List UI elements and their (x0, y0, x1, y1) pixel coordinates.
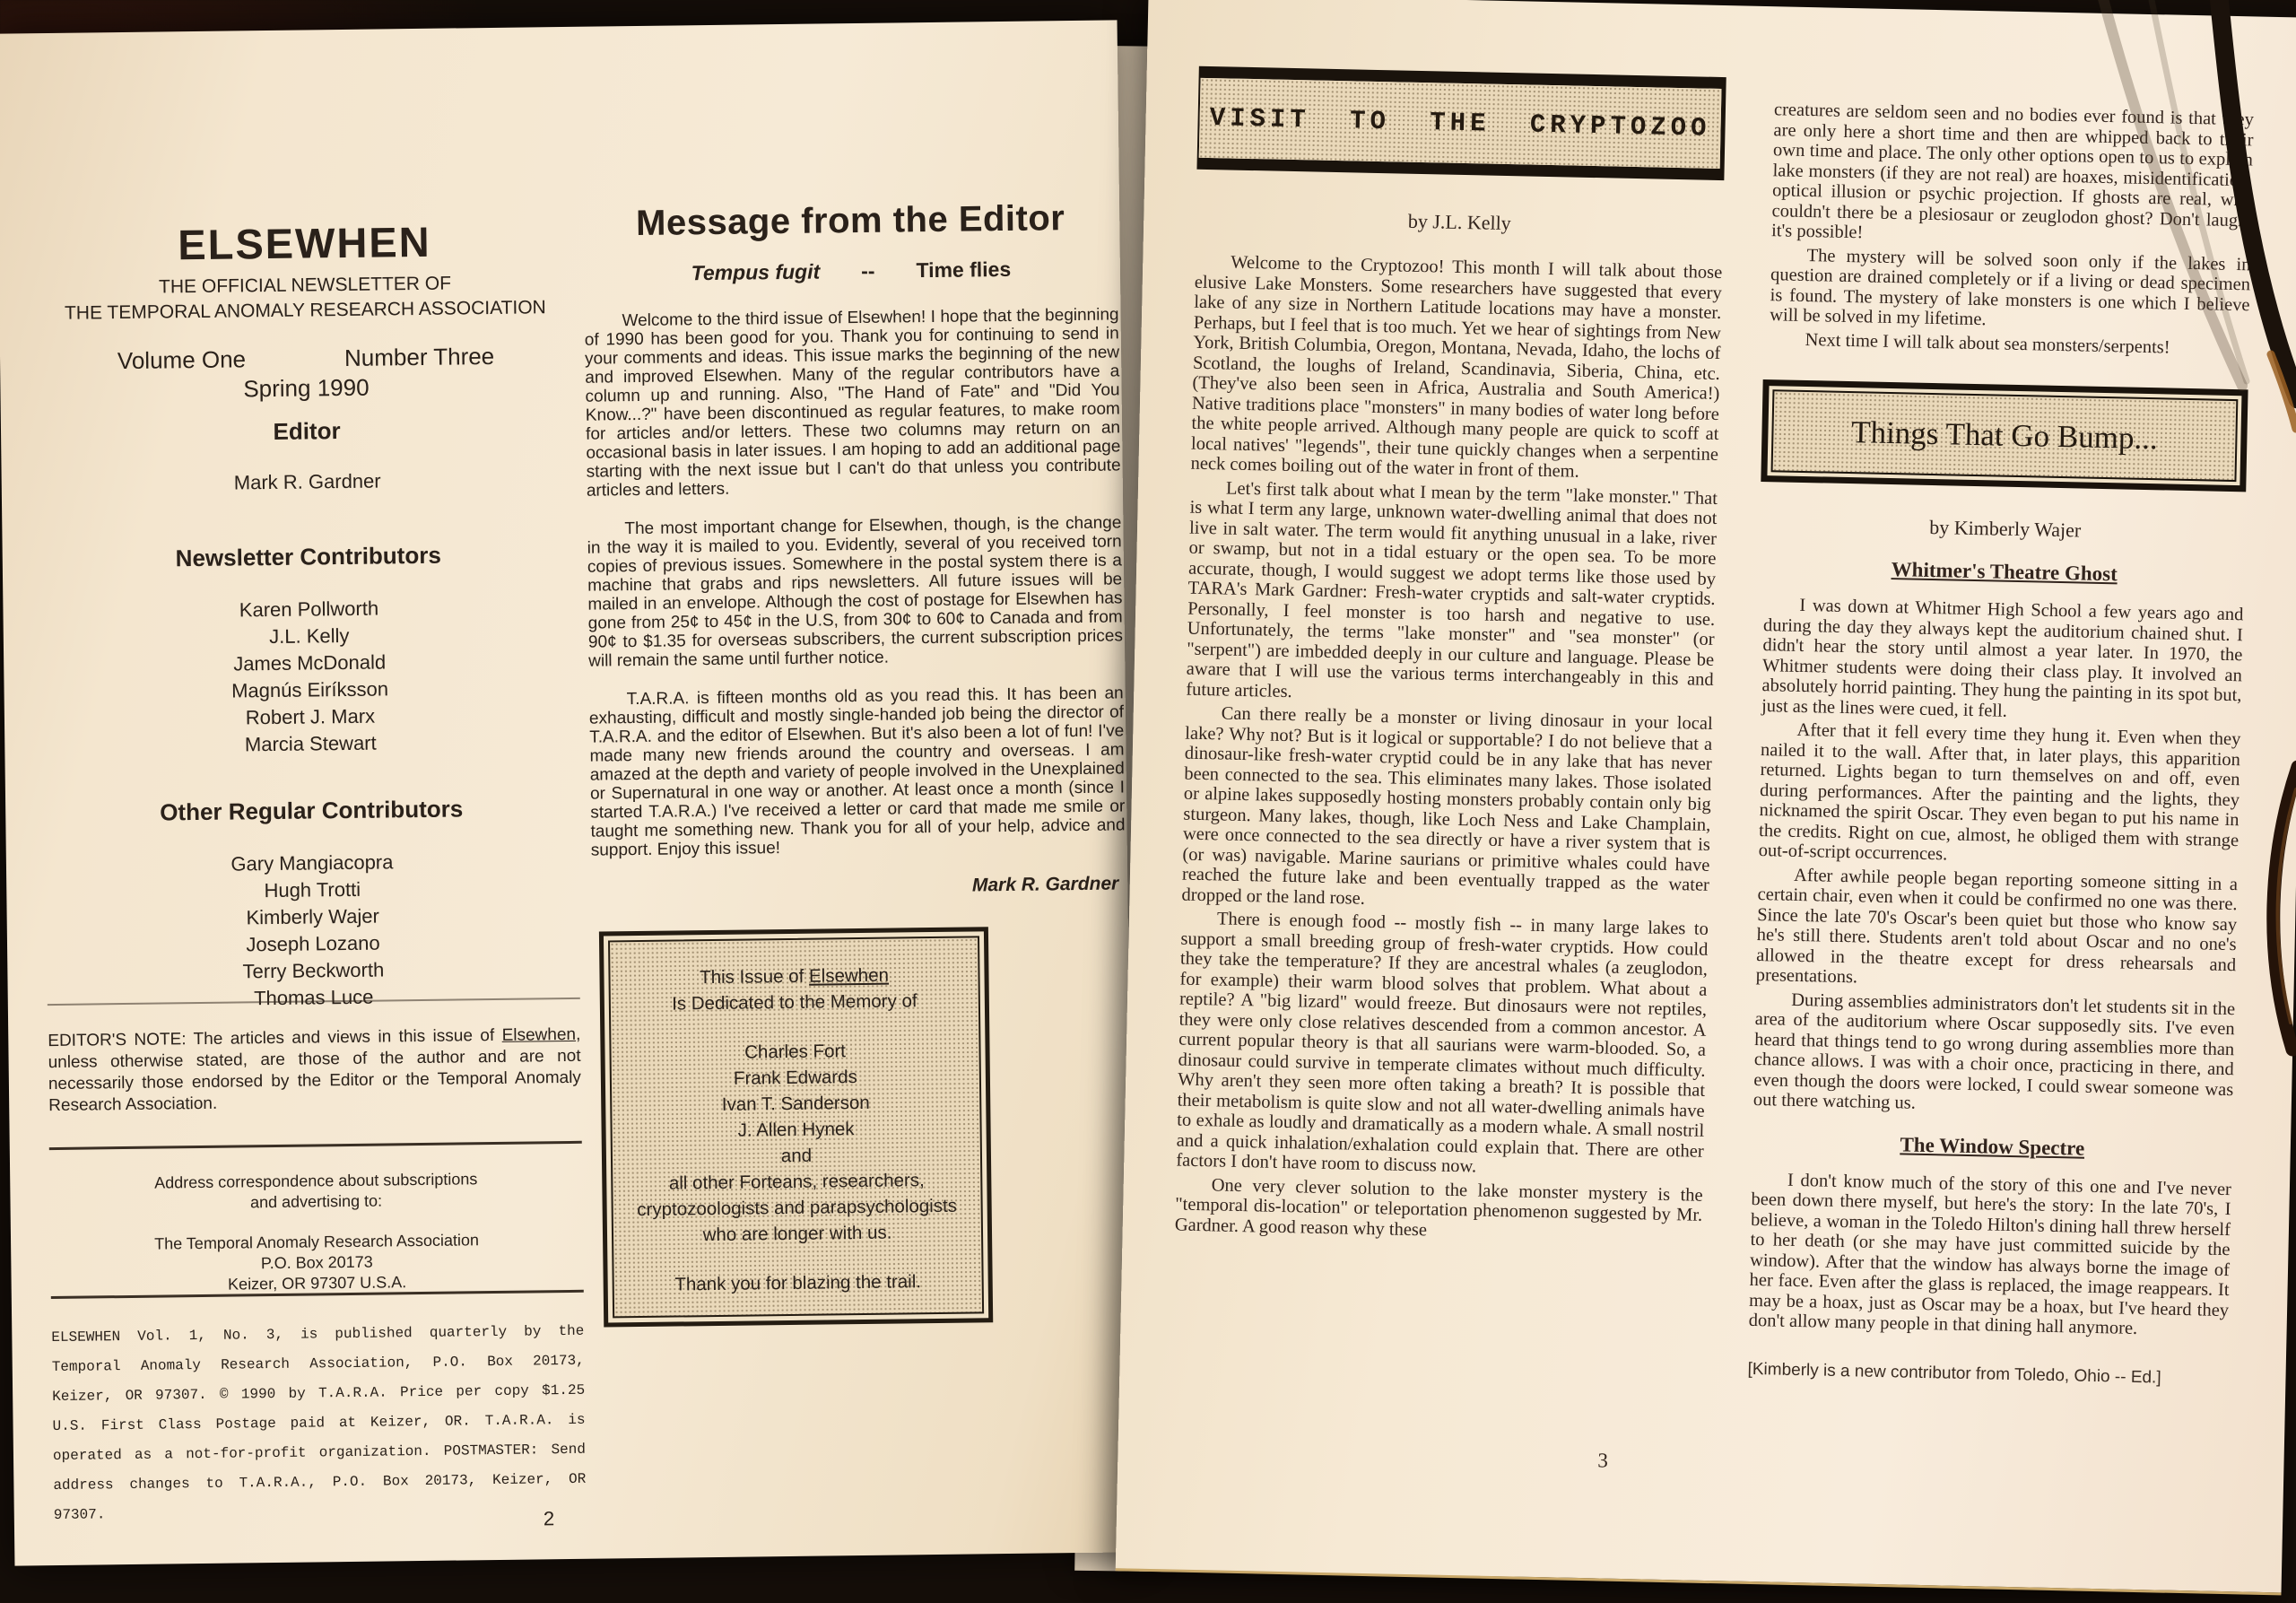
divider-rule (49, 1141, 582, 1150)
cryptozoo-banner (1196, 66, 1726, 180)
article-paragraph: Can there really be a monster or living dinosaur in your local lake? Why not? But is it logical or supportable? I do not believe that a dinosaur-like fresh-water cryptid could be in any lake that has never been connected to the sea. This eliminates many lakes. Those isolated or alpine lakes supposedly hosting monsters probably contain only big sturgeon. Many lakes, though, like Loch Ness and Lake Champlain, were once connected to the sea directly or have a river system that is (or was) navigable. Marine saurians or primitive whales could have reached the future lake and been eventually trapped as the water dropped or the land rose. (1181, 703, 1713, 909)
contributor-name: Thomas Luce (253, 985, 374, 1010)
volume-number-line (39, 342, 572, 376)
contributors-heading: Newsletter Contributors (175, 541, 442, 572)
article-paragraph: creatures are seldom seen and no bodies ever found is that they are only here a short time and then are whipped back to their own time and place. The only other options open to us to explain lake monsters (if they are not real) are hoaxes, misidentification, optical illusion or psychic projection. If ghosts are real, why couldn't there be a plesiosaur or zeuglodon ghost? Don't laugh, it's possible! (1770, 100, 2255, 243)
other-contributors-heading: Other Regular Contributors (160, 795, 464, 826)
bump-banner-text: Things That Go Bump... (1771, 389, 2239, 482)
editors-note-title-word: Elsewhen (501, 1024, 577, 1045)
window-spectre-heading: The Window Spectre (1900, 1132, 2085, 1160)
newsletter-subtitle (39, 270, 572, 327)
article-paragraph: Welcome to the Cryptozoo! This month I will talk about those elusive Lake Monsters. Some researchers have suggested that every lake of any size in Northern Latitude locations may have a monster. Perhaps, but I feel that is too much. Yet we hear of sightings from New York, British Columbia, Oregon, Montana, Nevada, Idaho, the lochs of Scotland, the loughs of Ireland, Scandinavia, Siberia, China, etc. (They've also been seen in Africa, Australia and South America!) Native traditions place "monsters" in many bodies of water long before the white people arrived. Although many people are quick to scoff at local natives' "legends", their tune quickly changes when a serpentine neck comes boiling out of the water in front of them. (1190, 252, 1723, 482)
address-block (49, 1168, 584, 1297)
other-contributors-section (45, 794, 580, 1015)
editors-note-rest: , unless otherwise stated, are those of the author and are not necessarily those endorsed by the Editor or the Temporal Anomaly Research Association. (48, 1024, 582, 1116)
page-number-2: 2 (543, 1507, 555, 1530)
right-column (1747, 100, 2254, 1389)
contributor-name: Joseph Lozano (246, 931, 380, 956)
article-paragraph: Next time I will talk about sea monsters/serpents! (1805, 329, 2170, 358)
motto-line (584, 256, 1118, 286)
volume-label: Volume One (117, 345, 247, 375)
article-paragraph: I don't know much of the story of this one and I've never been down there myself, but here's the story: In the late 70's, I believe, a woman in the Toledo Hilton's dining hall threw herself to her death (or she may have just committed suicide by the window). After that the window has always borne the image of her face. Even after the glass is replaced, the image reappears. It may be a hoax, just as Oscar may be a hoax, but I've heard they don't allow many people in that dining hall anymore. (1748, 1170, 2232, 1338)
dedication-name: Frank Edwards (733, 1067, 857, 1089)
other-contributors-list (46, 847, 580, 1015)
dedication-name: Ivan T. Sanderson (721, 1092, 870, 1115)
dedication-box-inner (608, 936, 984, 1318)
subtitle-line-1: THE OFFICIAL NEWSLETTER OF (158, 273, 452, 298)
editors-note (48, 1024, 581, 1117)
motto-english: Time flies (916, 257, 1012, 283)
cryptozoo-article-col2 (1769, 100, 2254, 359)
window-spectre-body (1748, 1169, 2231, 1340)
whitmer-ghost-body (1753, 595, 2244, 1120)
dedication-tail-line: cryptozoologists and parapsychologists (637, 1195, 958, 1221)
address-city: Keizer, OR 97307 U.S.A. (227, 1273, 407, 1294)
newsletter-page-2 (0, 20, 1135, 1565)
masthead-column (38, 215, 587, 1540)
bump-byline: by Kimberly Wajer (1929, 515, 2082, 542)
cryptozoo-banner-text: VISIT TO THE CRYPTOZOO (1199, 78, 1722, 169)
address-po-box: P.O. Box 20173 (260, 1252, 373, 1273)
contributor-name: Marcia Stewart (244, 731, 377, 756)
dedication-line-1-pre: This Issue of (699, 965, 810, 989)
dedication-name: Charles Fort (744, 1041, 847, 1063)
contributor-name: Karen Pollworth (239, 597, 379, 622)
contributors-list (42, 593, 577, 761)
newsletter-title: ELSEWHEN (177, 217, 431, 269)
contributor-name: Kimberly Wajer (246, 904, 379, 929)
article-paragraph: After that it fell every time they hung it. Even when they nailed it to the wall. After that, in later plays, this apparition returned. Lights began to turn themselves on and off, even during performances. After the painting and the lights, they nicknamed the spirit Oscar. They even began to put his name in the credits. Right on cue, almost, he obliged them with strange out-of-script occurrences. (1758, 719, 2241, 865)
dedication-line-2: Is Dedicated to the Memory of (672, 990, 918, 1015)
editor-message-paragraph: The most important change for Elsewhen, though, is the change in the way it is mailed to you. Evidently, several of you received torn copies of previous issues. Somewhere in the postal system there is a machine that grabs and rips newsletters. All future issues will be mailed in an envelope. Although the cost of postage for Elsewhen has gone from 25¢ to 45¢ in the U.S, from 30¢ to 60¢ to Canada and from 90¢ to $1.35 for overseas subscribers, the current subscription prices will remain the same until further notice. (587, 513, 1124, 671)
masthead (38, 215, 572, 405)
cryptozoo-byline: by J.L. Kelly (1407, 209, 1511, 235)
page-number-3: 3 (1597, 1449, 1609, 1472)
contributor-name: Magnús Eiríksson (230, 677, 389, 702)
address-intro-line-2: and advertising to: (249, 1191, 383, 1212)
editor-section (40, 414, 574, 499)
article-paragraph: Let's first talk about what I mean by the term "lake monster." That is what I term any large, unknown water-dwelling animal that does not live in salt water. The term would fit anything unusual in a lake, river or swamp, but not in a tidal estuary or the open sea. To be more accurate, though, I would suggest we adopt terms like those used by TARA's Mark Gardner: Fresh-water cryptids and salt-water cryptids. Personally, I feel monster is too harsh and negative to use. Unfortunately, the terms "lake monster" and "sea monster" (or "serpent") are imbedded deeply in our culture and language. Please be aware that I will use the various terms interchangeably in this and future articles. (1186, 478, 1718, 701)
dedication-closing: Thank you for blazing the trail. (674, 1271, 922, 1295)
contributor-name: Robert J. Marx (245, 704, 376, 729)
editor-message-paragraph: T.A.R.A. is fifteen months old as you read this. It has been an exhausting, difficult and mostly single-handed job being the director of T.A.R.A. and the editor of Elsewhen. But it's also been a lot of fun! I've made many new friends around the country and overseas. I am amazed at the depth and variety of people involved in the Unexplained or Supernatural in one way or another. At least once a month (since I started T.A.R.A.) I've received a letter or card that made me smile or taught me something new. Thank you for all of your help, advice and support. Enjoy this issue! (588, 684, 1126, 860)
dedication-tail-line: all other Forteans, researchers, (668, 1170, 925, 1194)
issue-number-label: Number Three (344, 342, 495, 371)
address-org: The Temporal Anomaly Research Association (154, 1231, 480, 1253)
dedication-box (599, 927, 993, 1327)
article-paragraph: The mystery will be solved soon only if the lakes in question are drained completely or if a living or dead specimen is found. The mystery of lake monsters is one which I believe will be solved in my lifetime. (1769, 245, 2251, 330)
editor-name: Mark R. Gardner (233, 469, 381, 494)
cryptozoo-article-col1 (1175, 252, 1723, 1246)
contributor-editor-note: [Kimberly is a new contributor from Toledo, Ohio -- Ed.] (1747, 1359, 2161, 1388)
subtitle-line-2: THE TEMPORAL ANOMALY RESEARCH ASSOCIATION (64, 297, 546, 324)
editor-heading: Editor (273, 417, 341, 445)
bump-banner (1761, 379, 2248, 492)
dedication-title-word: Elsewhen (808, 964, 890, 987)
article-paragraph: After awhile people began reporting someone sitting in a certain chair, even when it could be confirmed no one was there. Since the late 70's Oscar's been quiet but those who know say he's still there. Students aren't told about Oscar and no one's allowed in the theatre except for dress rehearsals and presentations. (1755, 865, 2239, 988)
contributor-name: Gary Mangiacopra (230, 850, 394, 876)
article-paragraph: One very clever solution to the lake monster mystery is the "temporal dis-location" or teleportation phenomenon suggested by Mr. Gardner. A good reason why these (1174, 1174, 1703, 1240)
contributor-name: J.L. Kelly (269, 623, 350, 649)
editor-signature: Mark R. Gardner (971, 873, 1119, 896)
contributor-name: Terry Beckworth (242, 958, 385, 983)
contributors-section (42, 540, 578, 761)
article-paragraph: There is enough food -- mostly fish -- in many large lakes to support a small breeding group of fresh-water cryptids. How could they take the temperature? If they are ancestral whales (a zeuglodon, for example) their warm blood solves that problem. What about a reptile? A "big lizard" would freeze. But dinosaurs were not reptiles, they were only close relatives descended from a common ancestor. A current popular theory is that all saurians were warm-blooded. So, a dinosaur could survive in temperate climates without much difficulty. Why aren't they seen more often taking a breath? It is possible that their metabolism is quite slow and not all water-dwelling animals have to exhale as loudly and dramatically as a modern whale. A small nostril and a quick inhalation/exhalation could explain that. There are other factors I don't have room to discuss now. (1176, 909, 1709, 1177)
editor-message-title: Message from the Editor (635, 198, 1065, 243)
dedication-and: and (780, 1145, 813, 1167)
motto-dash: -- (861, 258, 875, 283)
season-label: Spring 1990 (243, 373, 370, 403)
colophon: ELSEWHEN Vol. 1, No. 3, is published quarterly by the Temporal Anomaly Research Association, P.O. Box 20173, Keizer, OR 97307. © 1990 by T.A.R.A. Price per copy $1.25 U.S. First Class Postage paid at Keizer, OR. T.A.R.A. is operated as a not-for-profit organization. POSTMASTER: Send address changes to T.A.R.A., P.O. Box 20173, Keizer, OR 97307. (51, 1322, 587, 1524)
dedication-name: J. Allen Hynek (737, 1119, 855, 1141)
contributor-name: Hugh Trotti (264, 877, 361, 902)
dedication-line-1 (622, 962, 965, 992)
article-paragraph: During assemblies administrators don't let students sit in the area of the auditorium where Oscar supposedly sits. I've even heard that things tend to go wrong during assemblies more than chance allows. I was with a choir once, practicing in there, and even though the doors were locked, I could swear someone was out there watching us. (1752, 989, 2236, 1113)
contributor-name: James McDonald (233, 650, 387, 675)
editor-message-body (584, 305, 1125, 859)
dedication-tail-line: who are longer with us. (702, 1222, 892, 1246)
cryptozoo-column (1175, 66, 1726, 1250)
newsletter-page-3 (1116, 0, 2296, 1595)
whitmer-ghost-heading: Whitmer's Theatre Ghost (1891, 558, 2118, 586)
article-paragraph: I was down at Whitmer High School a few years ago and during the day they always kept the auditorium chained shut. I didn't hear the story until almost a year later. In 1970, the Whitmer students were doing their class play. It involved an absolutely horrid painting. They hung the painting in its spot but, just as the lines were cued, it fell. (1761, 595, 2244, 721)
editors-note-pre: The articles and views in this issue of (186, 1025, 502, 1050)
editor-message-column (583, 197, 1131, 1327)
editors-note-lead: EDITOR'S NOTE: (48, 1030, 187, 1051)
motto-latin: Tempus fugit (691, 259, 821, 285)
address-intro-line-1: Address correspondence about subscriptions (154, 1170, 478, 1192)
editor-message-paragraph: Welcome to the third issue of Elsewhen! I hope that the beginning of 1990 has been good for you. Thank you for continuing to send in your comments and ideas. This issue marks the beginning of the new and improved Elsewhen. Many of the regular contributors have a column up and running. Also, "The Hand of Fate" and "Did You Know...?" have been discontinued as regular features, to make room for articles and/or letters. These two columns may return on an occasional basis in later issues. I am hoping to add an additional page starting with the next issue but I can't do that unless you contribute articles and letters. (584, 305, 1121, 501)
